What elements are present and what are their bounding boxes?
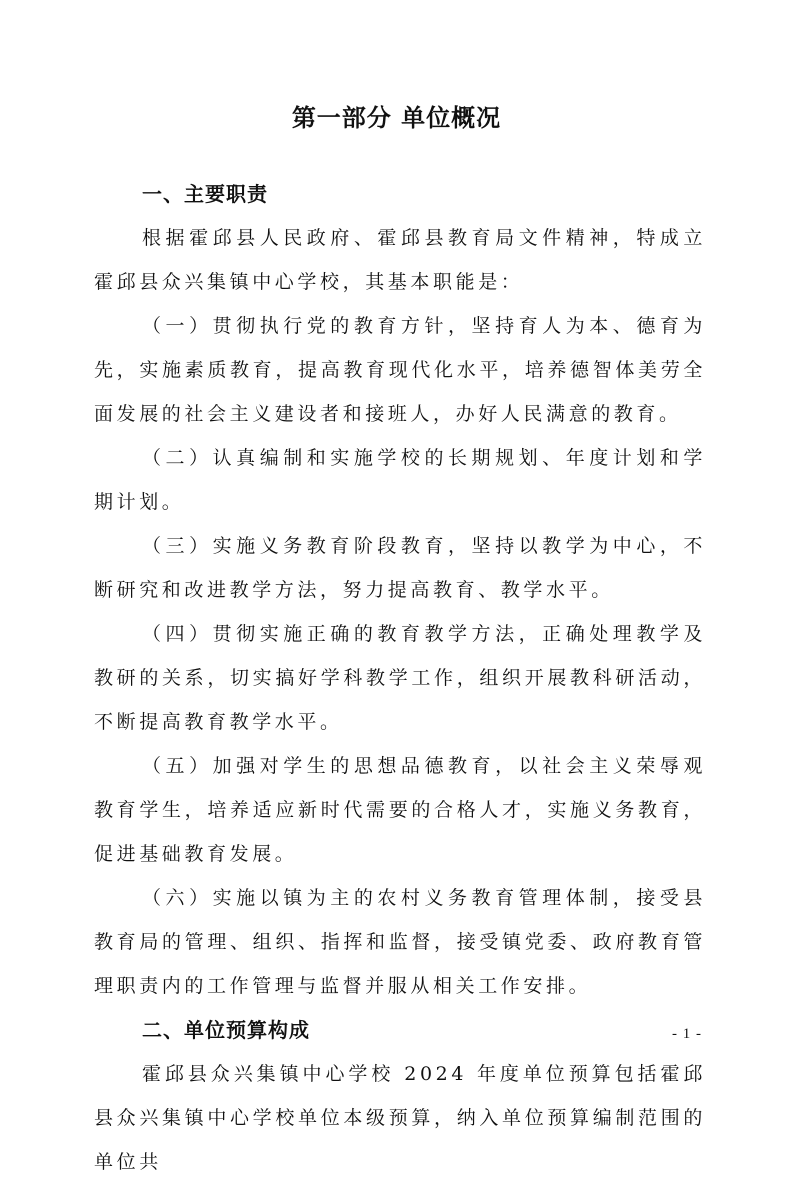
duty-item-5: （五）加强对学生的思想品德教育，以社会主义荣辱观教育学生，培养适应新时代需要的合格人才，实施义务教育，促进基础教育发展。 <box>94 755 706 865</box>
duty-item-4: （四）贯彻实施正确的教育教学方法，正确处理教学及教研的关系，切实搞好学科教学工作，组织开展教科研活动，不断提高教育教学水平。 <box>94 623 706 733</box>
duty-item-3: （三）实施义务教育阶段教育，坚持以教学为中心，不断研究和改进教学方法，努力提高教育、教学水平。 <box>94 535 706 601</box>
page-title: 第一部分 单位概况 <box>291 104 502 132</box>
section-heading-budget-composition: 二、单位预算构成 <box>142 1018 310 1042</box>
document-body <box>94 172 706 1184</box>
intro-paragraph: 根据霍邱县人民政府、霍邱县教育局文件精神，特成立霍邱县众兴集镇中心学校，其基本职能是： <box>94 227 706 293</box>
duty-item-1: （一）贯彻执行党的教育方针，坚持育人为本、德育为先，实施素质教育，提高教育现代化水平，培养德智体美劳全面发展的社会主义建设者和接班人，办好人民满意的教育。 <box>94 315 706 425</box>
section-heading-main-duties: 一、主要职责 <box>142 182 268 206</box>
budget-paragraph: 霍邱县众兴集镇中心学校 2024 年度单位预算包括霍邱县众兴集镇中心学校单位本级预算，纳入单位预算编制范围的单位共 <box>94 1063 706 1173</box>
page-number: - 1 - <box>672 1026 702 1042</box>
duty-item-2: （二）认真编制和实施学校的长期规划、年度计划和学期计划。 <box>94 447 706 513</box>
duty-item-6: （六）实施以镇为主的农村义务教育管理体制，接受县教育局的管理、组织、指挥和监督，接受镇党委、政府教育管理职责内的工作管理与监督并服从相关工作安排。 <box>94 887 706 997</box>
